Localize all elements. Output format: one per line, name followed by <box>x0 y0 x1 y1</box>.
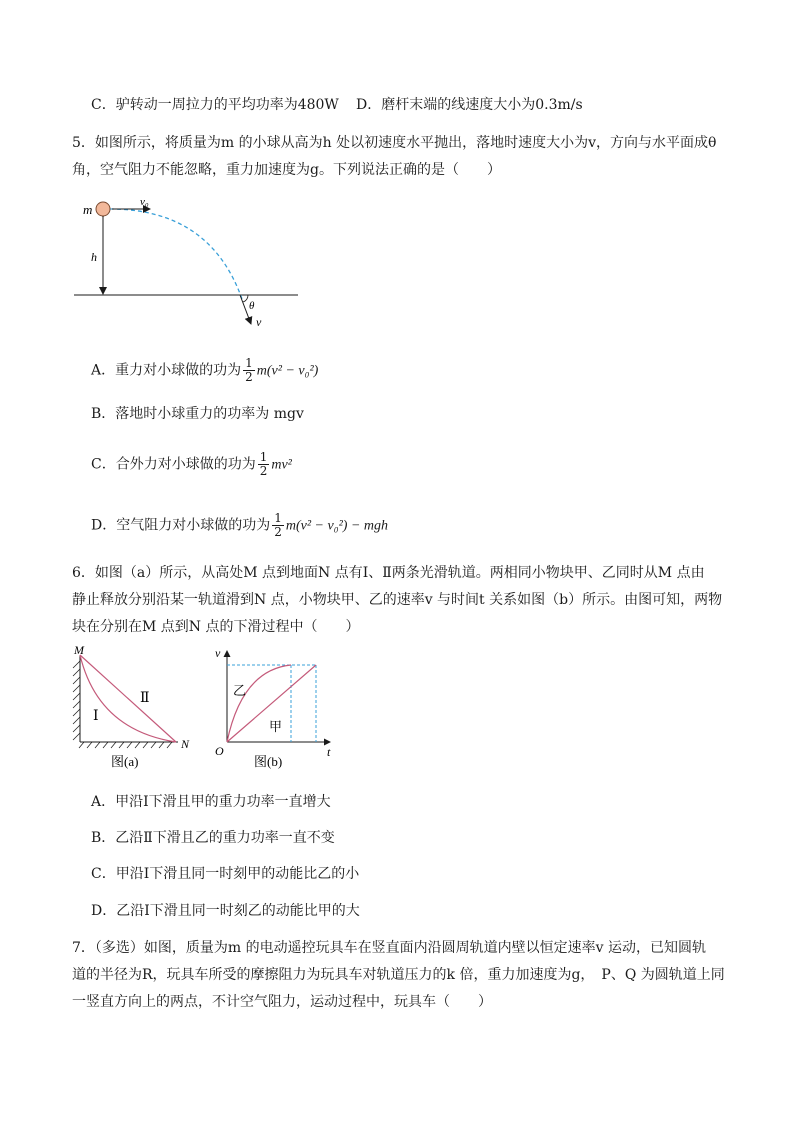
fraction-half: $\frac{1}{2}$ <box>259 450 268 478</box>
label-track-ii: Ⅱ <box>140 691 150 706</box>
q6-stem-line1: 6．如图（a）所示，从高处M 点到地面N 点有Ⅰ、Ⅱ两条光滑轨道。两相同小物块甲、乙同时从M 点由 <box>72 565 705 581</box>
q5-option-a-text: A．重力对小球做的功为 <box>91 362 242 379</box>
q6-option-d: D．乙沿Ⅰ下滑且同一时刻乙的动能比甲的大 <box>91 903 360 919</box>
wall-hatch <box>73 661 80 740</box>
v0-label: v₀ <box>140 196 149 208</box>
trajectory-curve <box>110 209 242 299</box>
q6-figure-b <box>212 645 342 775</box>
label-t: t <box>327 745 331 759</box>
track-ii-line <box>80 655 176 742</box>
ground-hatch <box>79 742 172 748</box>
q5-option-b: B．落地时小球重力的功率为 mgv <box>91 406 304 422</box>
v-label: v <box>256 315 262 329</box>
q6-figure-a <box>68 645 203 775</box>
mass-label: m <box>83 202 93 217</box>
q7-stem-line3: 一竖直方向上的两点，不计空气阻力，运动过程中，玩具车（ ） <box>72 994 492 1010</box>
q6-option-b: B．乙沿Ⅱ下滑且乙的重力功率一直不变 <box>91 830 335 846</box>
q5-option-d-text: D．空气阻力对小球做的功为 <box>91 517 271 534</box>
q5-option-a-expr: m(v² − v₀²) <box>256 363 319 379</box>
q6-option-c: C．甲沿Ⅰ下滑且同一时刻甲的动能比乙的小 <box>91 866 360 882</box>
ball <box>96 202 110 216</box>
label-track-i: Ⅰ <box>93 709 99 724</box>
h-label: h <box>91 250 97 264</box>
fraction-half: $\frac{1}{2}$ <box>245 356 253 384</box>
q6-stem-line2: 静止释放分别沿某一轨道滑到N 点，小物块甲、乙的速率v 与时间t 关系如图（b）所示。由图可知，两物 <box>72 592 723 608</box>
fraction-half: $\frac{1}{2}$ <box>274 511 282 539</box>
q5-option-d <box>91 512 388 539</box>
q5-option-a <box>91 357 318 384</box>
label-m: M <box>74 645 84 657</box>
theta-arc <box>243 295 248 302</box>
label-origin: O <box>215 744 224 758</box>
q5-option-c-text: C．合外力对小球做的功为 <box>91 456 256 473</box>
label-jia: 甲 <box>269 719 283 734</box>
q5-option-c-expr: mv² <box>271 457 292 473</box>
theta-label: θ <box>249 300 255 312</box>
caption-b: 图(b) <box>254 754 283 769</box>
q5-option-c <box>91 451 292 478</box>
q4-option-d: D．磨杆末端的线速度大小为0.3m/s <box>356 97 583 113</box>
q6-option-a: A．甲沿Ⅰ下滑且甲的重力功率一直增大 <box>91 794 331 810</box>
q5-stem-line2: 角，空气阻力不能忽略，重力加速度为g。下列说法正确的是（ ） <box>72 162 501 178</box>
q5-option-d-expr: m(v² − v₀²) − mgh <box>285 518 389 534</box>
q5-figure <box>70 195 310 335</box>
q5-stem-line1: 5．如图所示，将质量为m 的小球从高为h 处以初速度水平抛出，落地时速度大小为v，方向与水平面成θ <box>72 135 717 151</box>
label-n: N <box>181 737 190 751</box>
q7-stem-line2: 道的半径为R，玩具车所受的摩擦阻力为玩具车对轨道压力的k 倍，重力加速度为g， P、Q 为圆轨道上同 <box>72 967 725 983</box>
q7-stem-line1: 7．（多选）如图，质量为m 的电动遥控玩具车在竖直面内沿圆周轨道内壁以恒定速率v 运动，已知圆轨 <box>72 940 706 956</box>
q6-stem-line3: 块在分别在M 点到N 点的下滑过程中（ ） <box>72 619 360 635</box>
label-v: v <box>215 646 221 660</box>
label-yi: 乙 <box>233 683 247 698</box>
q4-option-c: C．驴转动一周拉力的平均功率为480W <box>91 97 339 113</box>
caption-a: 图(a) <box>111 754 139 769</box>
